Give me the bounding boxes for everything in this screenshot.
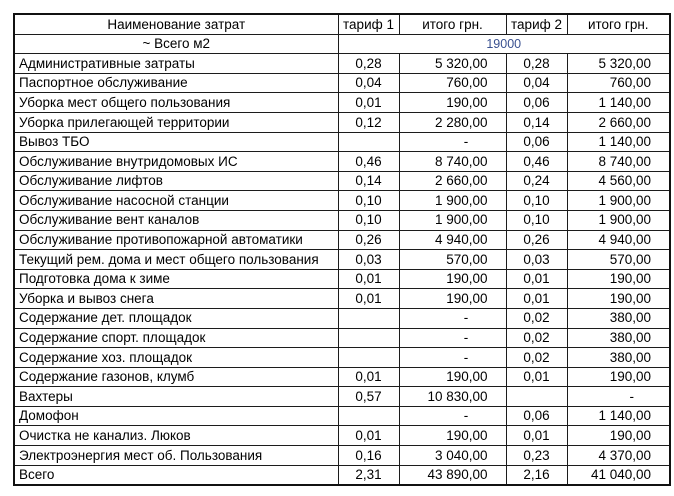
cost-name-cell[interactable]: Административные затраты bbox=[14, 54, 338, 74]
total1-cell[interactable]: 190,00 bbox=[399, 426, 506, 446]
tariff2-cell[interactable]: 0,23 bbox=[506, 446, 567, 466]
tariff1-cell[interactable]: 0,10 bbox=[338, 210, 399, 230]
total1-cell[interactable]: 760,00 bbox=[399, 73, 506, 93]
table-row bbox=[14, 112, 670, 132]
total1-cell[interactable]: 190,00 bbox=[399, 93, 506, 113]
cost-name-cell[interactable]: Содержание хоз. площадок bbox=[14, 348, 338, 368]
table-row bbox=[14, 348, 670, 368]
total1-cell[interactable]: 2 280,00 bbox=[399, 112, 506, 132]
total1-cell[interactable]: - bbox=[399, 308, 506, 328]
total2-cell[interactable]: 1 900,00 bbox=[567, 210, 670, 230]
total1-cell[interactable]: 8 740,00 bbox=[399, 152, 506, 172]
table-row bbox=[14, 132, 670, 152]
total-area-label[interactable]: ~ Всего м2 bbox=[14, 34, 338, 54]
table-row bbox=[14, 406, 670, 426]
table-row bbox=[14, 446, 670, 466]
cost-name-cell[interactable]: Всего bbox=[14, 465, 338, 485]
tariff1-cell[interactable]: 0,26 bbox=[338, 230, 399, 250]
header-tariff1[interactable]: тариф 1 bbox=[338, 14, 399, 34]
tariff1-cell[interactable]: 0,12 bbox=[338, 112, 399, 132]
tariff2-cell[interactable]: 0,06 bbox=[506, 132, 567, 152]
table-row bbox=[14, 387, 670, 407]
table-row bbox=[14, 250, 670, 270]
table-row bbox=[14, 426, 670, 446]
tariff2-cell[interactable]: 0,28 bbox=[506, 54, 567, 74]
cost-name-cell[interactable]: Очистка не канализ. Люков bbox=[14, 426, 338, 446]
tariff2-cell[interactable]: 0,14 bbox=[506, 112, 567, 132]
table-row bbox=[14, 191, 670, 211]
tariff2-cell[interactable]: 0,26 bbox=[506, 230, 567, 250]
total2-cell[interactable]: 190,00 bbox=[567, 269, 670, 289]
total2-cell[interactable]: 1 140,00 bbox=[567, 93, 670, 113]
total2-cell[interactable]: 380,00 bbox=[567, 348, 670, 368]
cost-name-cell[interactable]: Содержание дет. площадок bbox=[14, 308, 338, 328]
total1-cell[interactable]: 4 940,00 bbox=[399, 230, 506, 250]
spreadsheet-area bbox=[13, 13, 671, 486]
total2-cell[interactable]: 4 560,00 bbox=[567, 171, 670, 191]
tariff1-cell[interactable]: 0,46 bbox=[338, 152, 399, 172]
header-row bbox=[14, 14, 670, 34]
table-row bbox=[14, 328, 670, 348]
tariff2-cell[interactable]: 2,16 bbox=[506, 465, 567, 485]
cost-name-cell[interactable]: Содержание газонов, клумб bbox=[14, 367, 338, 387]
cost-name-cell[interactable]: Обслуживание противопожарной автоматики bbox=[14, 230, 338, 250]
cost-name-cell[interactable]: Обслуживание внутридомовых ИС bbox=[14, 152, 338, 172]
tariff2-cell[interactable]: 0,03 bbox=[506, 250, 567, 270]
cost-name-cell[interactable]: Паспортное обслуживание bbox=[14, 73, 338, 93]
total1-cell[interactable]: - bbox=[399, 406, 506, 426]
tariff1-cell[interactable] bbox=[338, 308, 399, 328]
header-cost-name[interactable]: Наименование затрат bbox=[14, 14, 338, 34]
total1-cell[interactable]: 1 900,00 bbox=[399, 191, 506, 211]
total2-cell[interactable]: 570,00 bbox=[567, 250, 670, 270]
tariff2-cell[interactable]: 0,10 bbox=[506, 191, 567, 211]
total2-cell[interactable]: 1 140,00 bbox=[567, 132, 670, 152]
tariff1-cell[interactable]: 0,01 bbox=[338, 426, 399, 446]
header-tariff2[interactable]: тариф 2 bbox=[506, 14, 567, 34]
tariff2-cell[interactable]: 0,24 bbox=[506, 171, 567, 191]
total-area-row bbox=[14, 34, 670, 54]
table-row bbox=[14, 171, 670, 191]
header-total2[interactable]: итого грн. bbox=[567, 14, 670, 34]
total1-cell[interactable]: 570,00 bbox=[399, 250, 506, 270]
total2-cell[interactable]: 41 040,00 bbox=[567, 465, 670, 485]
total2-cell[interactable]: 380,00 bbox=[567, 308, 670, 328]
tariff1-cell[interactable] bbox=[338, 328, 399, 348]
tariff2-cell[interactable]: 0,02 bbox=[506, 308, 567, 328]
total2-cell[interactable]: 760,00 bbox=[567, 73, 670, 93]
tariff2-cell[interactable]: 0,01 bbox=[506, 426, 567, 446]
total1-cell[interactable]: 43 890,00 bbox=[399, 465, 506, 485]
tariff1-cell[interactable]: 0,01 bbox=[338, 269, 399, 289]
table-row bbox=[14, 465, 670, 485]
total2-cell[interactable]: 1 900,00 bbox=[567, 191, 670, 211]
cost-name-cell[interactable]: Вахтеры bbox=[14, 387, 338, 407]
total1-cell[interactable]: 3 040,00 bbox=[399, 446, 506, 466]
table-row bbox=[14, 152, 670, 172]
tariff1-cell[interactable] bbox=[338, 348, 399, 368]
tariff1-cell[interactable]: 0,16 bbox=[338, 446, 399, 466]
table-row bbox=[14, 289, 670, 309]
tariff2-cell[interactable]: 0,46 bbox=[506, 152, 567, 172]
tariff2-cell[interactable]: 0,01 bbox=[506, 269, 567, 289]
cost-name-cell[interactable]: Уборка и вывоз снега bbox=[14, 289, 338, 309]
tariff1-cell[interactable]: 0,04 bbox=[338, 73, 399, 93]
table-row bbox=[14, 73, 670, 93]
total2-cell[interactable]: - bbox=[567, 387, 670, 407]
tariff2-cell[interactable]: 0,02 bbox=[506, 348, 567, 368]
total1-cell[interactable]: 1 900,00 bbox=[399, 210, 506, 230]
table-row bbox=[14, 230, 670, 250]
tariff1-cell[interactable]: 0,01 bbox=[338, 289, 399, 309]
tariff2-cell[interactable] bbox=[506, 387, 567, 407]
tariff2-cell[interactable]: 0,06 bbox=[506, 93, 567, 113]
tariff2-cell[interactable]: 0,06 bbox=[506, 406, 567, 426]
cost-name-cell[interactable]: Содержание спорт. площадок bbox=[14, 328, 338, 348]
cost-table bbox=[13, 13, 671, 486]
table-row bbox=[14, 93, 670, 113]
tariff1-cell[interactable]: 0,28 bbox=[338, 54, 399, 74]
cost-name-cell[interactable]: Подготовка дома к зиме bbox=[14, 269, 338, 289]
tariff2-cell[interactable]: 0,01 bbox=[506, 367, 567, 387]
tariff2-cell[interactable]: 0,04 bbox=[506, 73, 567, 93]
total-area-value[interactable]: 19000 bbox=[338, 34, 670, 54]
total2-cell[interactable]: 380,00 bbox=[567, 328, 670, 348]
total1-cell[interactable]: - bbox=[399, 328, 506, 348]
tariff1-cell[interactable]: 0,01 bbox=[338, 93, 399, 113]
total2-cell[interactable]: 4 940,00 bbox=[567, 230, 670, 250]
tariff2-cell[interactable]: 0,01 bbox=[506, 289, 567, 309]
tariff1-cell[interactable]: 0,14 bbox=[338, 171, 399, 191]
tariff1-cell[interactable]: 0,03 bbox=[338, 250, 399, 270]
total1-cell[interactable]: 190,00 bbox=[399, 367, 506, 387]
total1-cell[interactable]: 190,00 bbox=[399, 289, 506, 309]
total2-cell[interactable]: 190,00 bbox=[567, 367, 670, 387]
total2-cell[interactable]: 8 740,00 bbox=[567, 152, 670, 172]
total1-cell[interactable]: 5 320,00 bbox=[399, 54, 506, 74]
total2-cell[interactable]: 2 660,00 bbox=[567, 112, 670, 132]
header-total1[interactable]: итого грн. bbox=[399, 14, 506, 34]
total2-cell[interactable]: 190,00 bbox=[567, 289, 670, 309]
table-row bbox=[14, 54, 670, 74]
tariff1-cell[interactable]: 0,10 bbox=[338, 191, 399, 211]
tariff1-cell[interactable] bbox=[338, 132, 399, 152]
cost-name-cell[interactable]: Домофон bbox=[14, 406, 338, 426]
cost-name-cell[interactable]: Текущий рем. дома и мест общего пользования bbox=[14, 250, 338, 270]
tariff1-cell[interactable] bbox=[338, 406, 399, 426]
tariff1-cell[interactable]: 0,01 bbox=[338, 367, 399, 387]
total1-cell[interactable]: 10 830,00 bbox=[399, 387, 506, 407]
total2-cell[interactable]: 190,00 bbox=[567, 426, 670, 446]
cost-name-cell[interactable]: Уборка прилегающей территории bbox=[14, 112, 338, 132]
total1-cell[interactable]: 190,00 bbox=[399, 269, 506, 289]
cost-name-cell[interactable]: Уборка мест общего пользования bbox=[14, 93, 338, 113]
total1-cell[interactable]: 2 660,00 bbox=[399, 171, 506, 191]
cost-name-cell[interactable]: Обслуживание лифтов bbox=[14, 171, 338, 191]
table-row bbox=[14, 308, 670, 328]
total2-cell[interactable]: 5 320,00 bbox=[567, 54, 670, 74]
cost-name-cell[interactable]: Обслуживание вент каналов bbox=[14, 210, 338, 230]
tariff1-cell[interactable]: 2,31 bbox=[338, 465, 399, 485]
cost-name-cell[interactable]: Электроэнергия мест об. Пользования bbox=[14, 446, 338, 466]
total2-cell[interactable]: 4 370,00 bbox=[567, 446, 670, 466]
total1-cell[interactable]: - bbox=[399, 132, 506, 152]
total1-cell[interactable]: - bbox=[399, 348, 506, 368]
tariff2-cell[interactable]: 0,10 bbox=[506, 210, 567, 230]
table-row bbox=[14, 269, 670, 289]
cost-name-cell[interactable]: Обслуживание насосной станции bbox=[14, 191, 338, 211]
cost-name-cell[interactable]: Вывоз ТБО bbox=[14, 132, 338, 152]
total2-cell[interactable]: 1 140,00 bbox=[567, 406, 670, 426]
table-row bbox=[14, 210, 670, 230]
tariff1-cell[interactable]: 0,57 bbox=[338, 387, 399, 407]
tariff2-cell[interactable]: 0,02 bbox=[506, 328, 567, 348]
table-row bbox=[14, 367, 670, 387]
